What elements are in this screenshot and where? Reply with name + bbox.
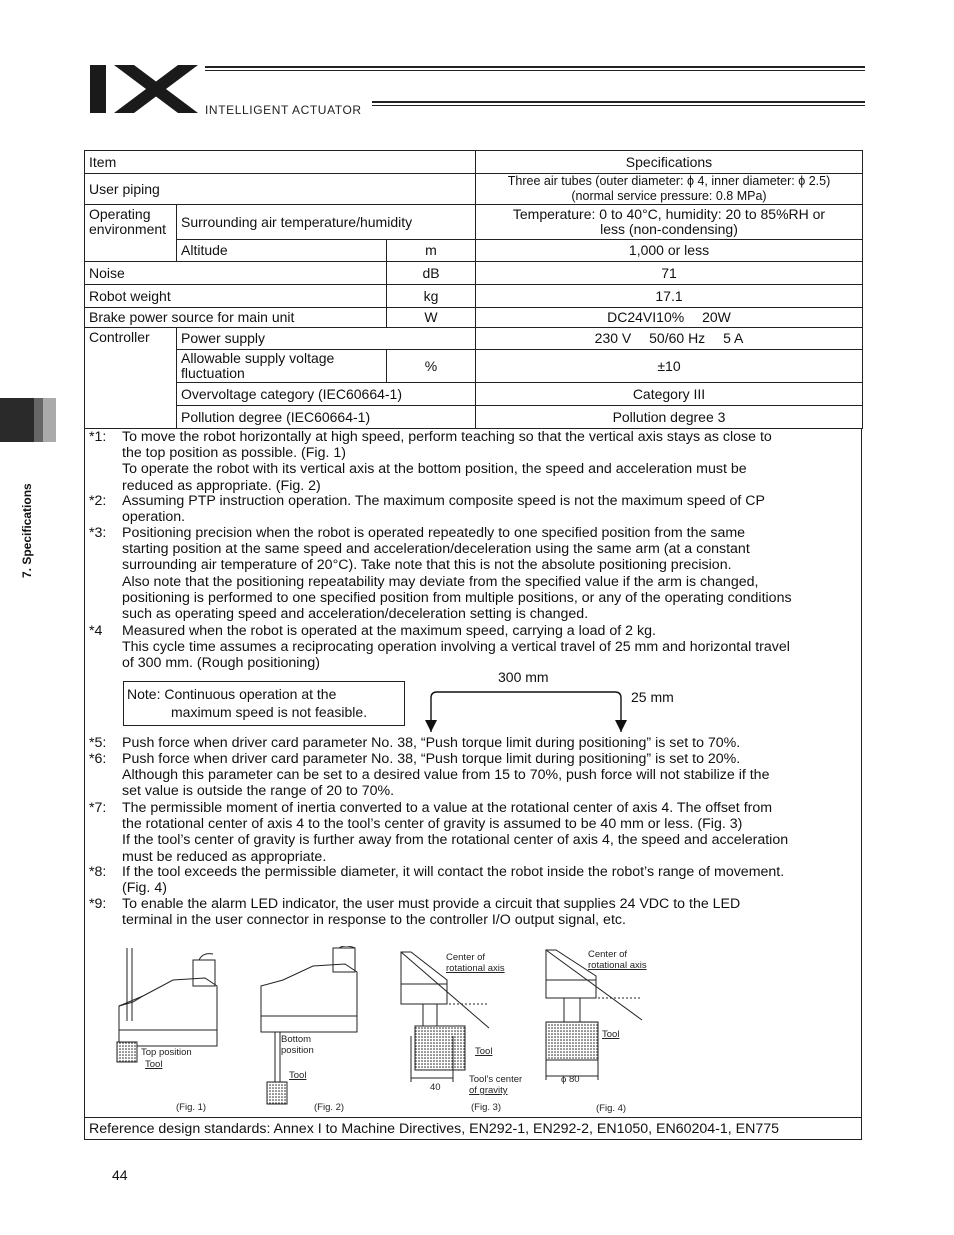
row-overvoltage — [85, 383, 863, 406]
reference-separator — [85, 1117, 861, 1118]
figure-3-caption: (Fig. 3) — [471, 1102, 502, 1113]
header-item: Item — [85, 151, 476, 174]
figure-1-position-label: Top position — [141, 1047, 192, 1058]
power-supply-value: 230 V 50/60 Hz 5 A — [476, 328, 863, 350]
travel-vertical-label: 25 mm — [631, 689, 674, 705]
row-power-supply — [85, 328, 863, 350]
note-box: Note: Continuous operation at the maximum speed is not feasible. — [123, 681, 405, 726]
figure-3-tool-label: Tool — [475, 1046, 493, 1057]
footnotes-panel — [84, 428, 862, 1140]
temperature-label: Surrounding air temperature/humidity — [177, 205, 476, 240]
figure-3-dimension: 40 — [430, 1082, 441, 1093]
row-robot-weight — [85, 285, 863, 308]
controller-label: Controller — [85, 328, 177, 429]
voltage-fluctuation-label: Allowable supply voltage fluctuation — [177, 350, 387, 383]
altitude-value: 1,000 or less — [476, 240, 863, 262]
figure-1-caption: (Fig. 1) — [176, 1102, 207, 1113]
figure-4-tool-label: Tool — [602, 1029, 620, 1040]
travel-horizontal-label: 300 mm — [498, 669, 549, 685]
figure-3-cg-label: Tool’s center of gravity — [469, 1074, 523, 1096]
figure-1-tool-label: Tool — [145, 1059, 163, 1070]
footnote-5: *5: Push force when driver card parameter No. 38, “Push torque limit during positioning” is set to 70%. — [89, 735, 741, 751]
row-temperature — [85, 205, 863, 240]
user-piping-value: Three air tubes (outer diameter: ϕ 4, inner diameter: ϕ 2.5) (normal service pressure: 0.8 MPa) — [476, 174, 863, 205]
noise-value: 71 — [476, 262, 863, 285]
header-rule-top — [205, 66, 865, 68]
header-rule-top-thin — [205, 70, 865, 71]
voltage-fluctuation-unit: % — [387, 350, 476, 383]
operating-environment-label: Operating environment — [85, 205, 177, 262]
figure-4-dimension: ϕ 80 — [561, 1074, 580, 1085]
power-supply-label: Power supply — [177, 328, 476, 350]
header-rule-bottom — [372, 101, 865, 103]
footnote-3: *3: Positioning precision when the robot is operated repeatedly to one specified position from the same starting position at the same speed and acceleration/deceleration using the same arm (at a constant surrounding air temperature of 20°C). Take note that this is not the absolute positioning precision. Also note that the positioning repeatability may deviate from the specified value if the arm is changed, positioning is performed to one specified position from multiple positions, or any of the operating conditions such as operating speed and acceleration/deceleration setting is changed. — [89, 525, 792, 623]
spec-table — [84, 150, 863, 429]
footnote-9: *9: To enable the alarm LED indicator, the user must provide a circuit that supplies 24 VDC to the LED terminal in the user connector in response to the controller I/O output signal, etc. — [89, 896, 741, 929]
row-pollution — [85, 406, 863, 429]
figure-2-drawing — [257, 946, 367, 1108]
footnote-6: *6: Push force when driver card parameter No. 38, “Push torque limit during positioning” is set to 20%. Although this parameter can be set to a desired value from 15 to 70%, push force will not stabilize if the set value is outside the range of 20 to 70%. — [89, 751, 770, 800]
brake-power-label: Brake power source for main unit — [85, 308, 387, 328]
chapter-tab — [0, 398, 56, 442]
row-altitude — [85, 240, 863, 262]
travel-diagram — [425, 684, 665, 734]
row-user-piping — [85, 174, 863, 205]
brand-name: INTELLIGENT ACTUATOR — [205, 103, 362, 117]
pollution-label: Pollution degree (IEC60664-1) — [177, 406, 476, 429]
noise-unit: dB — [387, 262, 476, 285]
reference-standards: Reference design standards: Annex I to Machine Directives, EN292-1, EN292-2, EN1050, EN60204-1, EN775 — [89, 1121, 780, 1137]
header-rule-bottom-thin — [372, 105, 865, 106]
altitude-unit: m — [387, 240, 476, 262]
overvoltage-label: Overvoltage category (IEC60664-1) — [177, 383, 476, 406]
brake-power-unit: W — [387, 308, 476, 328]
footnote-2: *2: Assuming PTP instruction operation. The maximum composite speed is not the maximum speed of CP operation. — [89, 493, 765, 526]
chapter-label: 7. Specifications — [20, 483, 34, 578]
temperature-value: Temperature: 0 to 40°C, humidity: 20 to 85%RH or less (non-condensing) — [476, 205, 863, 240]
row-brake-power — [85, 308, 863, 328]
figure-2-tool-label: Tool — [289, 1070, 307, 1081]
figure-4-center-label: Center of rotational axis — [588, 949, 647, 971]
figure-4-caption: (Fig. 4) — [596, 1103, 627, 1114]
altitude-label: Altitude — [177, 240, 387, 262]
table-header-row — [85, 151, 863, 174]
page-number: 44 — [112, 1167, 128, 1183]
figure-2-caption: (Fig. 2) — [314, 1102, 345, 1113]
pollution-value: Pollution degree 3 — [476, 406, 863, 429]
row-voltage-fluctuation — [85, 350, 863, 383]
ix-logo — [88, 63, 200, 115]
robot-weight-label: Robot weight — [85, 285, 387, 308]
figure-3-center-label: Center of rotational axis — [446, 952, 505, 974]
footnote-4: *4 Measured when the robot is operated at the maximum speed, carrying a load of 2 kg. This cycle time assumes a reciprocating operation involving a vertical travel of 25 mm and horizontal travel of 300 mm. (Rough positioning) — [89, 623, 790, 672]
user-piping-label: User piping — [85, 174, 476, 205]
robot-weight-unit: kg — [387, 285, 476, 308]
footnote-8: *8: If the tool exceeds the permissible diameter, it will contact the robot inside the robot’s range of movement. (Fig. 4) — [89, 864, 785, 897]
header-specifications: Specifications — [476, 151, 863, 174]
footnote-1: *1: To move the robot horizontally at high speed, perform teaching so that the vertical axis stays as close to the top position as possible. (Fig. 1) To operate the robot with its vertical axis at the bottom position, the speed and acceleration must be reduced as appropriate. (Fig. 2) — [89, 429, 772, 494]
noise-label: Noise — [85, 262, 387, 285]
brake-power-value: DC24VI10% 20W — [476, 308, 863, 328]
overvoltage-value: Category III — [476, 383, 863, 406]
voltage-fluctuation-value: ±10 — [476, 350, 863, 383]
robot-weight-value: 17.1 — [476, 285, 863, 308]
figure-2-position-label: Bottom position — [281, 1034, 314, 1056]
row-noise — [85, 262, 863, 285]
footnote-7: *7: The permissible moment of inertia converted to a value at the rotational center of axis 4. The offset from the rotational center of axis 4 to the tool’s center of gravity is assumed to be 40 mm or less. (Fig. 3) If the tool’s center of gravity is further away from the rotational center of axis 4, the speed and acceleration must be reduced as appropriate. — [89, 800, 789, 865]
